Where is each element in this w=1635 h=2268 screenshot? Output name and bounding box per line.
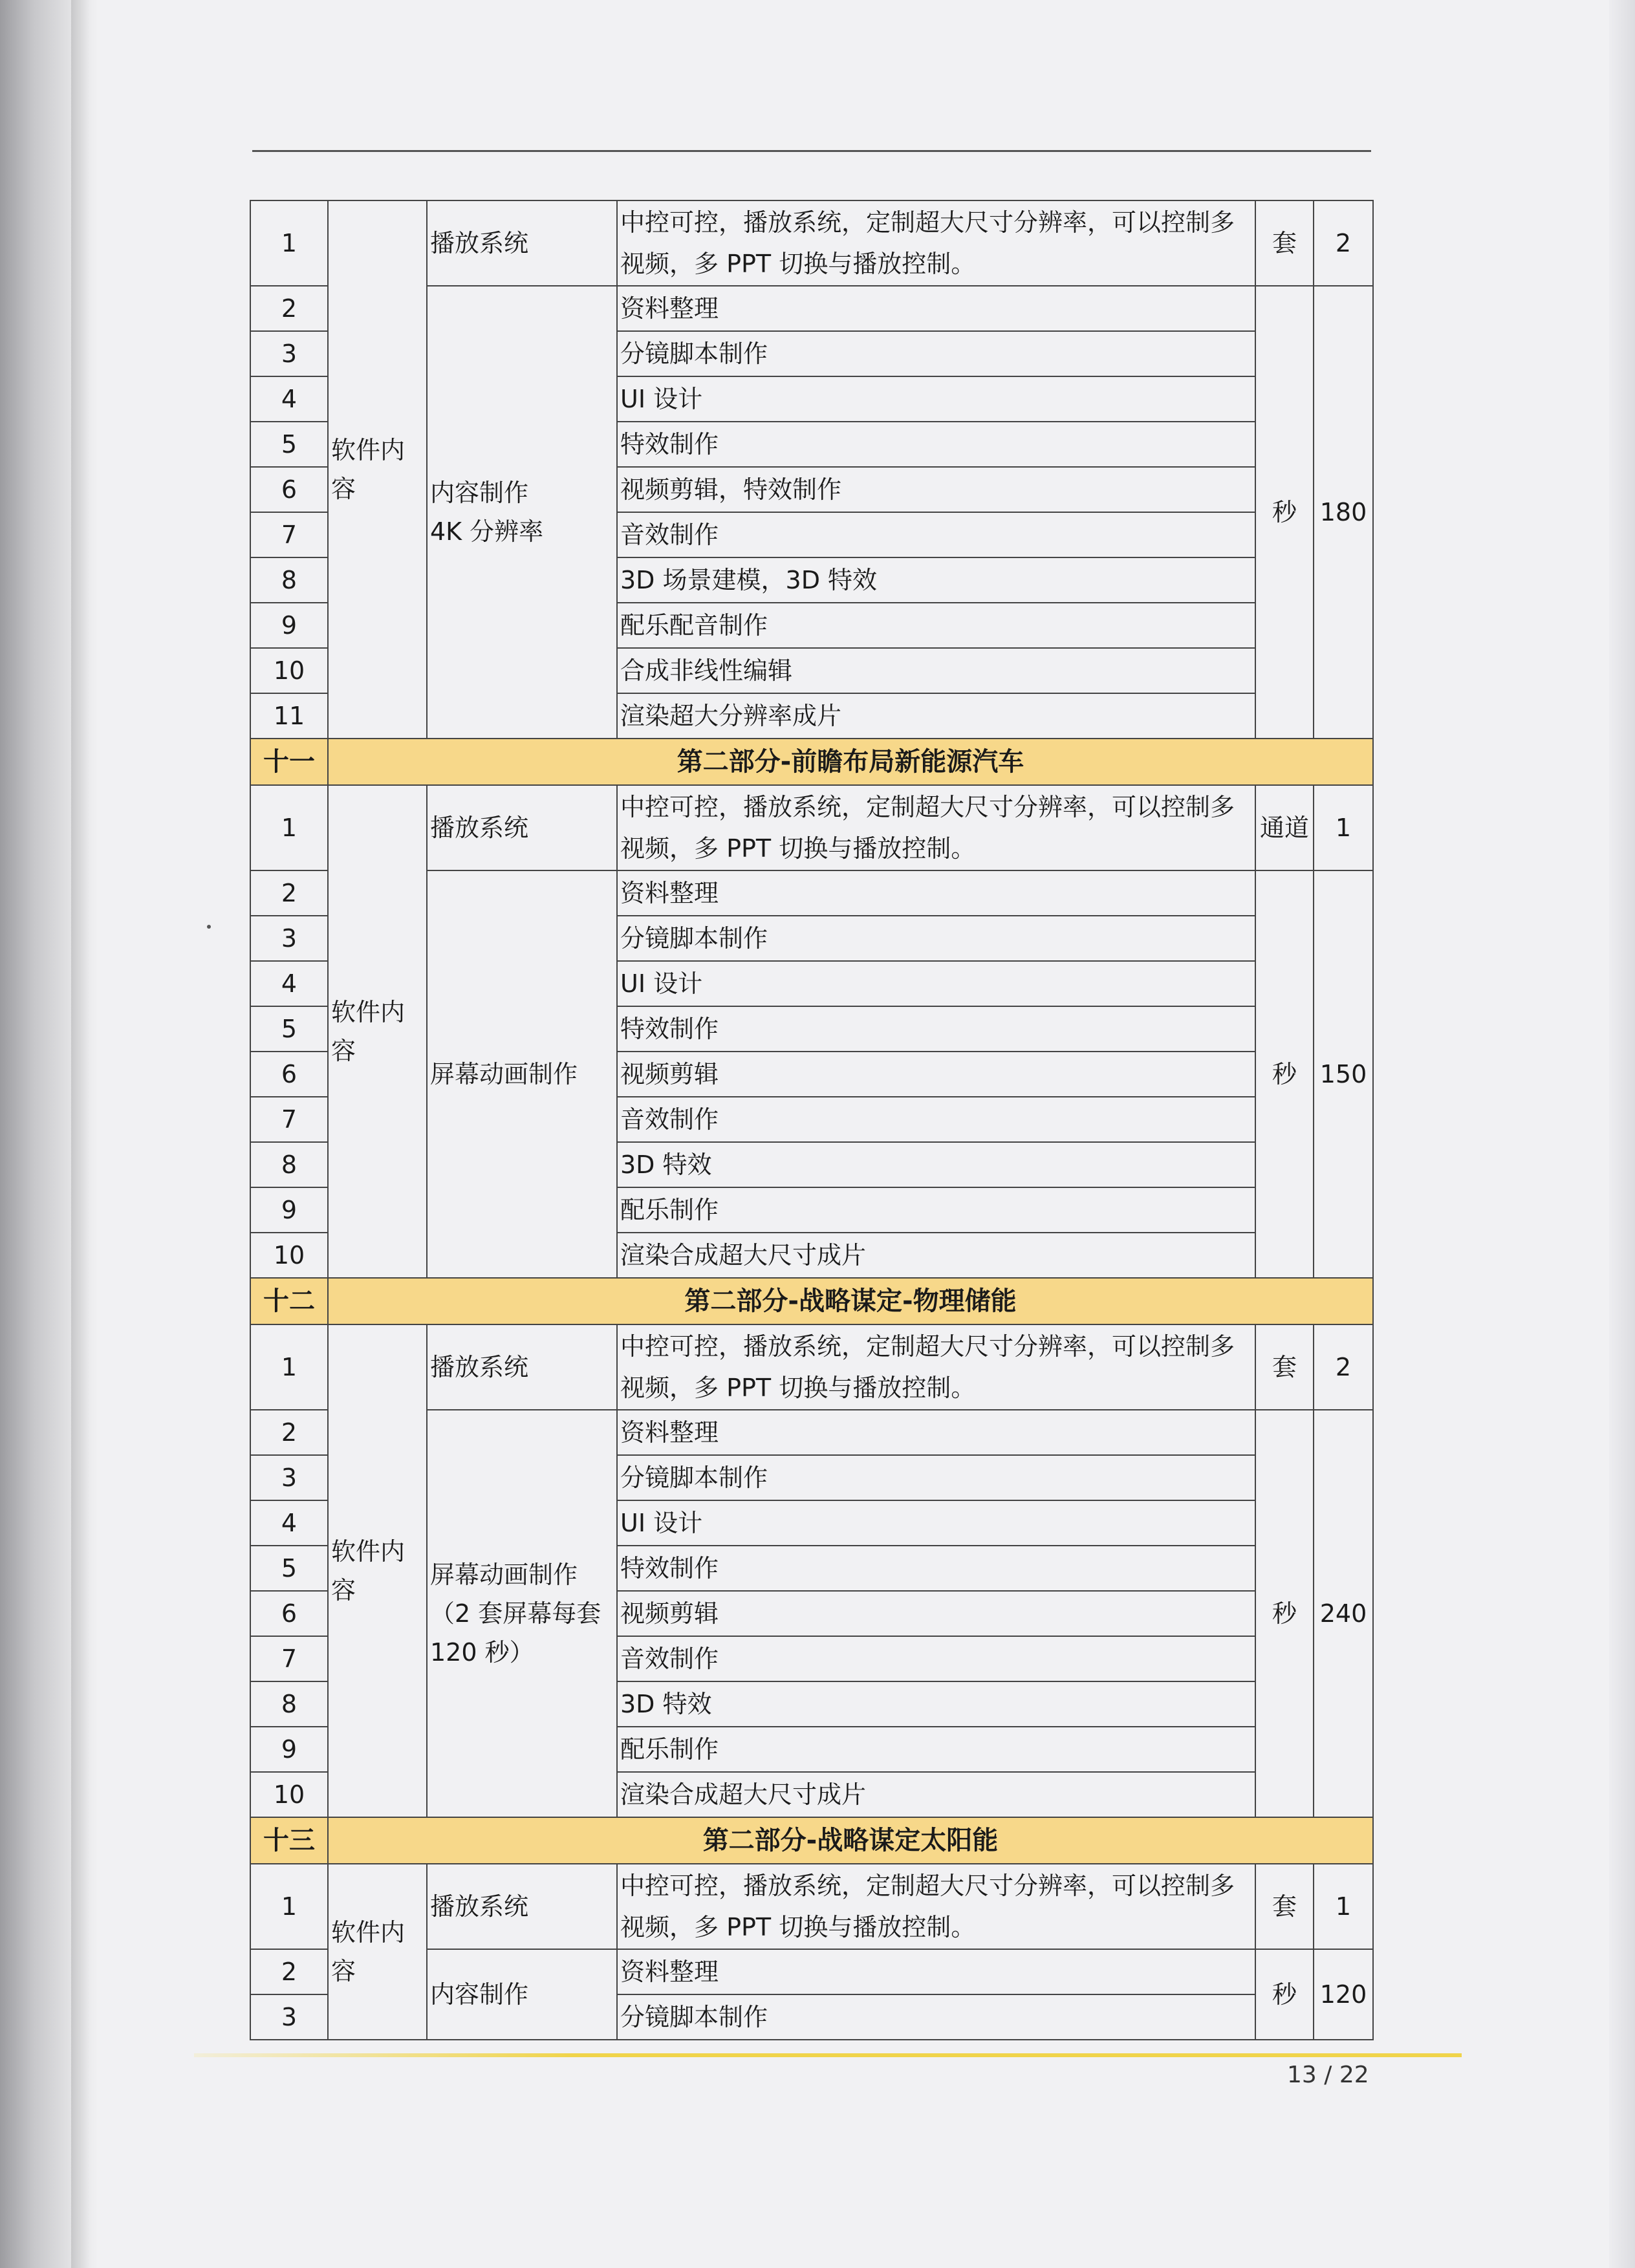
row-number: 9 xyxy=(250,1727,328,1772)
subcategory-line: 4K 分辨率 xyxy=(430,517,544,546)
subcategory-group-cell xyxy=(427,1410,617,1817)
section-header-row xyxy=(250,739,1373,785)
description-cell: 资料整理 xyxy=(617,1410,1255,1455)
subcategory-line: 内容制作 xyxy=(430,479,529,507)
description-cell: 视频剪辑 xyxy=(617,1052,1255,1097)
description-cell: 音效制作 xyxy=(617,1097,1255,1142)
section-title: 第二部分-战略谋定太阳能 xyxy=(328,1817,1373,1864)
row-number: 6 xyxy=(250,1591,328,1636)
row-number: 4 xyxy=(250,376,328,422)
description-cell: 特效制作 xyxy=(617,1006,1255,1052)
row-number: 6 xyxy=(250,467,328,512)
subcategory-line: （2 套屏幕每套 xyxy=(430,1599,601,1628)
subcategory-line: 内容制作 xyxy=(430,1980,529,2009)
subcategory-group-cell xyxy=(427,1949,617,2040)
section-number: 十二 xyxy=(250,1278,328,1324)
specification-table-body xyxy=(250,200,1373,2040)
description-cell: 特效制作 xyxy=(617,1546,1255,1591)
description-cell: 配乐配音制作 xyxy=(617,603,1255,648)
description-cell: 中控可控，播放系统，定制超大尺寸分辨率，可以控制多视频，多 PPT 切换与播放控制。 xyxy=(617,200,1255,286)
quantity-cell: 180 xyxy=(1314,286,1373,739)
quantity-cell: 1 xyxy=(1314,1864,1373,1949)
description-cell: 合成非线性编辑 xyxy=(617,648,1255,693)
row-number: 8 xyxy=(250,1681,328,1727)
description-cell: 中控可控，播放系统，定制超大尺寸分辨率，可以控制多视频，多 PPT 切换与播放控制。 xyxy=(617,1324,1255,1410)
description-cell: 资料整理 xyxy=(617,870,1255,916)
quantity-cell: 1 xyxy=(1314,785,1373,870)
row-number: 1 xyxy=(250,1324,328,1410)
subcategory-cell: 播放系统 xyxy=(427,785,617,870)
row-number: 9 xyxy=(250,1187,328,1233)
description-cell: 中控可控，播放系统，定制超大尺寸分辨率，可以控制多视频，多 PPT 切换与播放控制。 xyxy=(617,785,1255,870)
quantity-cell: 240 xyxy=(1314,1410,1373,1817)
book-gutter-shadow xyxy=(71,0,91,2268)
description-cell: UI 设计 xyxy=(617,961,1255,1006)
row-number: 1 xyxy=(250,1864,328,1949)
row-number: 1 xyxy=(250,785,328,870)
description-cell: 渲染超大分辨率成片 xyxy=(617,693,1255,739)
unit-cell: 秒 xyxy=(1255,1949,1314,2040)
row-number: 2 xyxy=(250,1410,328,1455)
row-number: 7 xyxy=(250,1636,328,1681)
row-number: 5 xyxy=(250,422,328,467)
row-number: 7 xyxy=(250,1097,328,1142)
subcategory-line: 屏幕动画制作 xyxy=(430,1561,578,1589)
description-cell: 分镜脚本制作 xyxy=(617,1455,1255,1500)
row-number: 2 xyxy=(250,870,328,916)
row-number: 8 xyxy=(250,557,328,603)
row-number: 8 xyxy=(250,1142,328,1187)
description-cell: 渲染合成超大尺寸成片 xyxy=(617,1772,1255,1817)
section-number: 十三 xyxy=(250,1817,328,1864)
unit-cell: 秒 xyxy=(1255,1410,1314,1817)
row-number: 10 xyxy=(250,1233,328,1278)
description-cell: 视频剪辑，特效制作 xyxy=(617,467,1255,512)
footer-rule xyxy=(194,2053,1462,2057)
description-cell: 3D 特效 xyxy=(617,1681,1255,1727)
section-title: 第二部分-战略谋定-物理储能 xyxy=(328,1278,1373,1324)
unit-cell: 套 xyxy=(1255,1324,1314,1410)
table-row xyxy=(250,1324,1373,1410)
row-number: 1 xyxy=(250,200,328,286)
table-row xyxy=(250,200,1373,286)
description-cell: 配乐制作 xyxy=(617,1187,1255,1233)
row-number: 4 xyxy=(250,961,328,1006)
section-title: 第二部分-前瞻布局新能源汽车 xyxy=(328,739,1373,785)
quantity-cell: 150 xyxy=(1314,870,1373,1278)
row-number: 3 xyxy=(250,1455,328,1500)
subcategory-line: 屏幕动画制作 xyxy=(430,1060,578,1088)
section-header-row xyxy=(250,1278,1373,1324)
description-cell: UI 设计 xyxy=(617,376,1255,422)
unit-cell: 秒 xyxy=(1255,870,1314,1278)
quantity-cell: 120 xyxy=(1314,1949,1373,2040)
unit-cell: 秒 xyxy=(1255,286,1314,739)
row-number: 2 xyxy=(250,286,328,331)
row-number: 2 xyxy=(250,1949,328,1994)
subcategory-group-cell xyxy=(427,286,617,739)
description-cell: 渲染合成超大尺寸成片 xyxy=(617,1233,1255,1278)
page-edge xyxy=(1609,0,1635,2268)
description-cell: 音效制作 xyxy=(617,1636,1255,1681)
row-number: 4 xyxy=(250,1500,328,1546)
subcategory-cell: 播放系统 xyxy=(427,200,617,286)
row-number: 10 xyxy=(250,648,328,693)
description-cell: 中控可控，播放系统，定制超大尺寸分辨率，可以控制多视频，多 PPT 切换与播放控制。 xyxy=(617,1864,1255,1949)
category-cell: 软件内容 xyxy=(328,1864,427,2040)
description-cell: 分镜脚本制作 xyxy=(617,916,1255,961)
table-row xyxy=(250,785,1373,870)
row-number: 3 xyxy=(250,1994,328,2040)
row-number: 5 xyxy=(250,1006,328,1052)
description-cell: 资料整理 xyxy=(617,1949,1255,1994)
description-cell: 3D 特效 xyxy=(617,1142,1255,1187)
row-number: 3 xyxy=(250,916,328,961)
description-cell: UI 设计 xyxy=(617,1500,1255,1546)
unit-cell: 套 xyxy=(1255,200,1314,286)
table-row xyxy=(250,1864,1373,1949)
category-cell: 软件内容 xyxy=(328,1324,427,1817)
description-cell: 资料整理 xyxy=(617,286,1255,331)
scan-speck xyxy=(207,925,211,929)
row-number: 5 xyxy=(250,1546,328,1591)
row-number: 10 xyxy=(250,1772,328,1817)
subcategory-line: 120 秒） xyxy=(430,1638,534,1667)
row-number: 6 xyxy=(250,1052,328,1097)
row-number: 11 xyxy=(250,693,328,739)
quantity-cell: 2 xyxy=(1314,1324,1373,1410)
subcategory-group-cell xyxy=(427,870,617,1278)
row-number: 3 xyxy=(250,331,328,376)
quantity-cell: 2 xyxy=(1314,200,1373,286)
subcategory-cell: 播放系统 xyxy=(427,1324,617,1410)
specification-table xyxy=(250,200,1374,2040)
page-number: 13 / 22 xyxy=(1287,2062,1369,2088)
header-rule xyxy=(252,150,1371,152)
description-cell: 配乐制作 xyxy=(617,1727,1255,1772)
row-number: 9 xyxy=(250,603,328,648)
section-number: 十一 xyxy=(250,739,328,785)
description-cell: 视频剪辑 xyxy=(617,1591,1255,1636)
description-cell: 特效制作 xyxy=(617,422,1255,467)
category-cell: 软件内容 xyxy=(328,200,427,739)
description-cell: 音效制作 xyxy=(617,512,1255,557)
description-cell: 3D 场景建模，3D 特效 xyxy=(617,557,1255,603)
subcategory-cell: 播放系统 xyxy=(427,1864,617,1949)
description-cell: 分镜脚本制作 xyxy=(617,1994,1255,2040)
row-number: 7 xyxy=(250,512,328,557)
unit-cell: 套 xyxy=(1255,1864,1314,1949)
category-cell: 软件内容 xyxy=(328,785,427,1278)
unit-cell: 通道 xyxy=(1255,785,1314,870)
section-header-row xyxy=(250,1817,1373,1864)
description-cell: 分镜脚本制作 xyxy=(617,331,1255,376)
